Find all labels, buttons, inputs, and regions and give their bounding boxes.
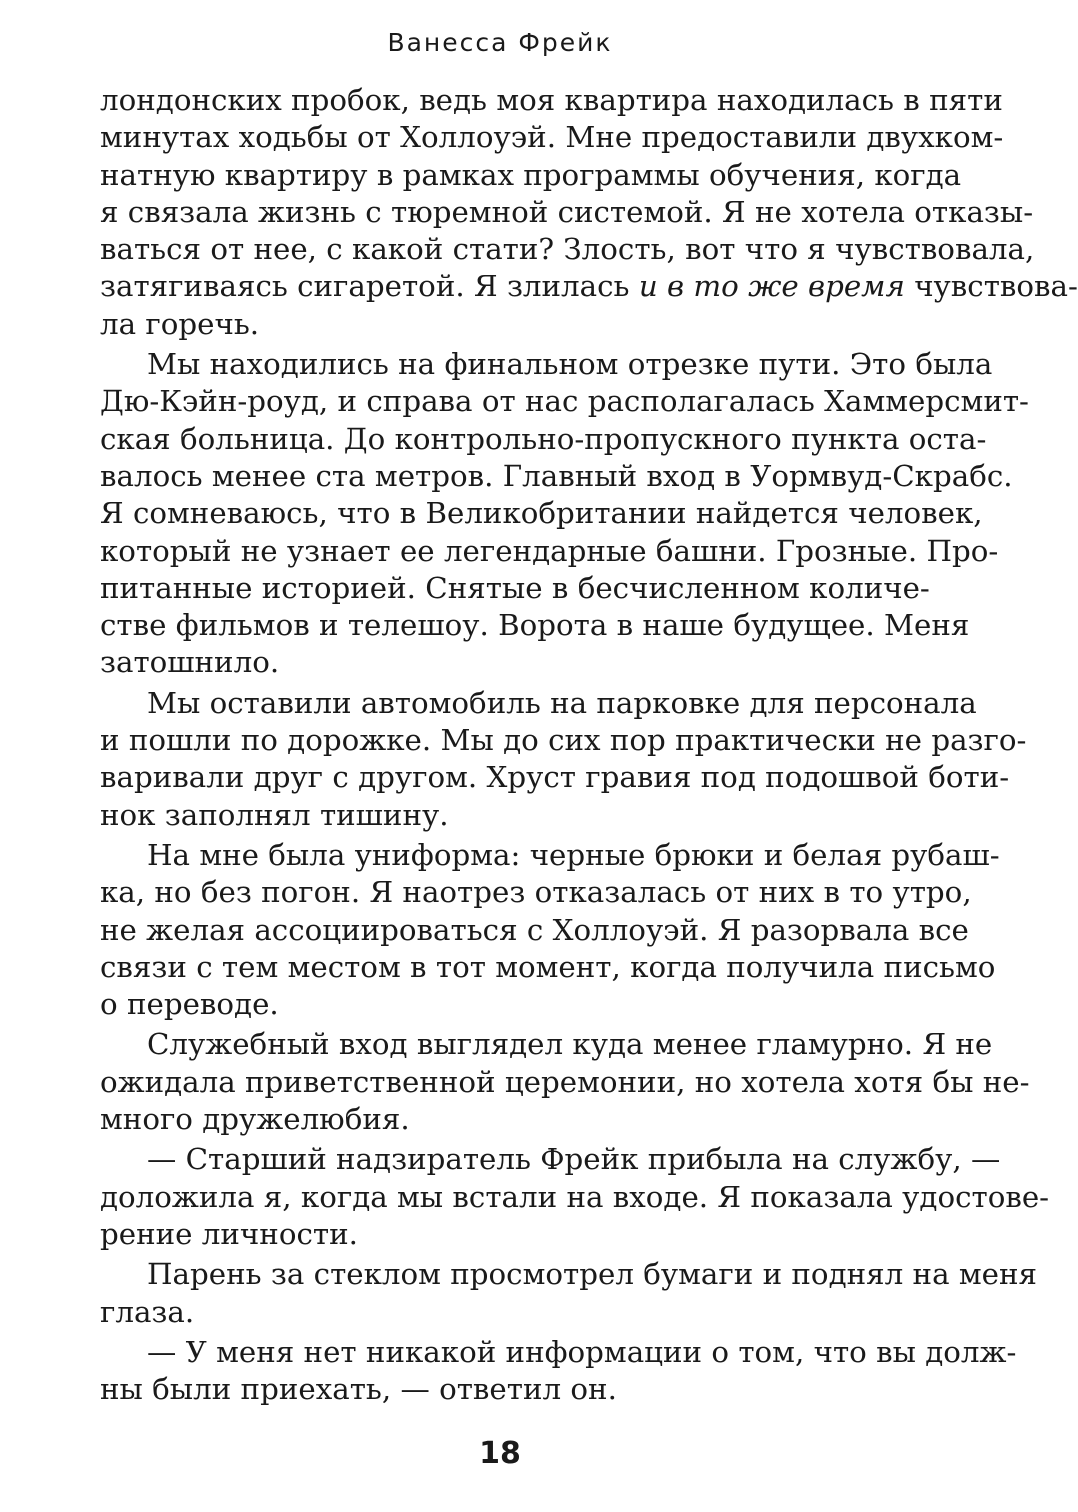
text-line: я связала жизнь с тюремной системой. Я не хотела отказы-	[100, 194, 1034, 229]
text-line: глаза.	[100, 1294, 195, 1329]
text-line: Дю-Кэйн-роуд, и справа от нас располагалась Хаммерсмит-	[100, 384, 1029, 419]
text-line: ла горечь.	[100, 306, 260, 341]
text-line: питанные историей. Снятые в бесчисленном количе-	[100, 570, 930, 605]
paragraph-first-line: Служебный вход выглядел куда менее гламурно. Я не	[147, 1027, 993, 1062]
text-line: ваться от нее, с какой стати? Злость, вот что я чувствовала,	[100, 232, 1035, 267]
text-line: рение личности.	[100, 1216, 358, 1251]
text-line: и пошли по дорожке. Мы до сих пор практически не разго-	[100, 723, 1027, 758]
text-line: лондонских пробок, ведь моя квартира находилась в пяти	[100, 83, 1003, 117]
text-line: варивали друг с другом. Хруст гравия под подошвой боти-	[100, 760, 1010, 795]
dialogue-first-line: — Старший надзиратель Фрейк прибыла на службу, —	[147, 1142, 1001, 1177]
text-line: минутах ходьбы от Холлоуэй. Мне предоставили двухком-	[100, 120, 1004, 155]
text-line: который не узнает ее легендарные башни. Грозные. Про-	[100, 533, 999, 568]
dialogue-first-line: — У меня нет никакой информации о том, что вы долж-	[147, 1334, 1017, 1369]
text-line: Я сомневаюсь, что в Великобритании найдется человек,	[100, 496, 983, 531]
text-line: затошнило.	[100, 645, 280, 680]
text-line: не желая ассоциироваться с Холлоуэй. Я разорвала все	[100, 912, 969, 947]
text-line: ская больница. До контрольно-пропускного пункта оста-	[100, 421, 987, 456]
paragraph-first-line: Мы оставили автомобиль на парковке для персонала	[147, 685, 977, 720]
text-run: чувствова-	[904, 269, 1078, 304]
text-line: связи с тем местом в тот момент, когда получила письмо	[100, 949, 996, 984]
page-number: 18	[479, 1436, 521, 1471]
text-line: доложила я, когда мы встали на входе. Я показала удостове-	[100, 1179, 1050, 1214]
text-run: затягиваясь сигаретой. Я злилась	[100, 269, 639, 304]
text-line: валось менее ста метров. Главный вход в Уормвуд-Скрабс.	[100, 458, 1013, 493]
text-line: нок заполнял тишину.	[100, 797, 449, 832]
paragraph-first-line: На мне была униформа: черные брюки и белая рубаш-	[147, 837, 1000, 872]
running-header: Ванесса Фрейк	[387, 28, 613, 57]
text-line: ка, но без погон. Я наотрез отказалась от них в то утро,	[100, 875, 972, 910]
text-line-with-italic	[100, 268, 1078, 305]
text-line: много дружелюбия.	[100, 1102, 410, 1137]
text-line: ожидала приветственной церемонии, но хотела хотя бы не-	[100, 1064, 1030, 1099]
paragraph-first-line: Парень за стеклом просмотрел бумаги и поднял на меня	[147, 1257, 1037, 1292]
paragraph-first-line: Мы находились на финальном отрезке пути. Это была	[147, 347, 993, 382]
italic-text-run: и в то же время	[638, 269, 905, 304]
body-text	[100, 82, 1078, 1408]
text-line: стве фильмов и телешоу. Ворота в наше будущее. Меня	[100, 608, 970, 643]
text-line: натную квартиру в рамках программы обучения, когда	[100, 157, 962, 192]
text-line: о переводе.	[100, 987, 279, 1022]
text-line: ны были приехать, — ответил он.	[100, 1372, 617, 1407]
